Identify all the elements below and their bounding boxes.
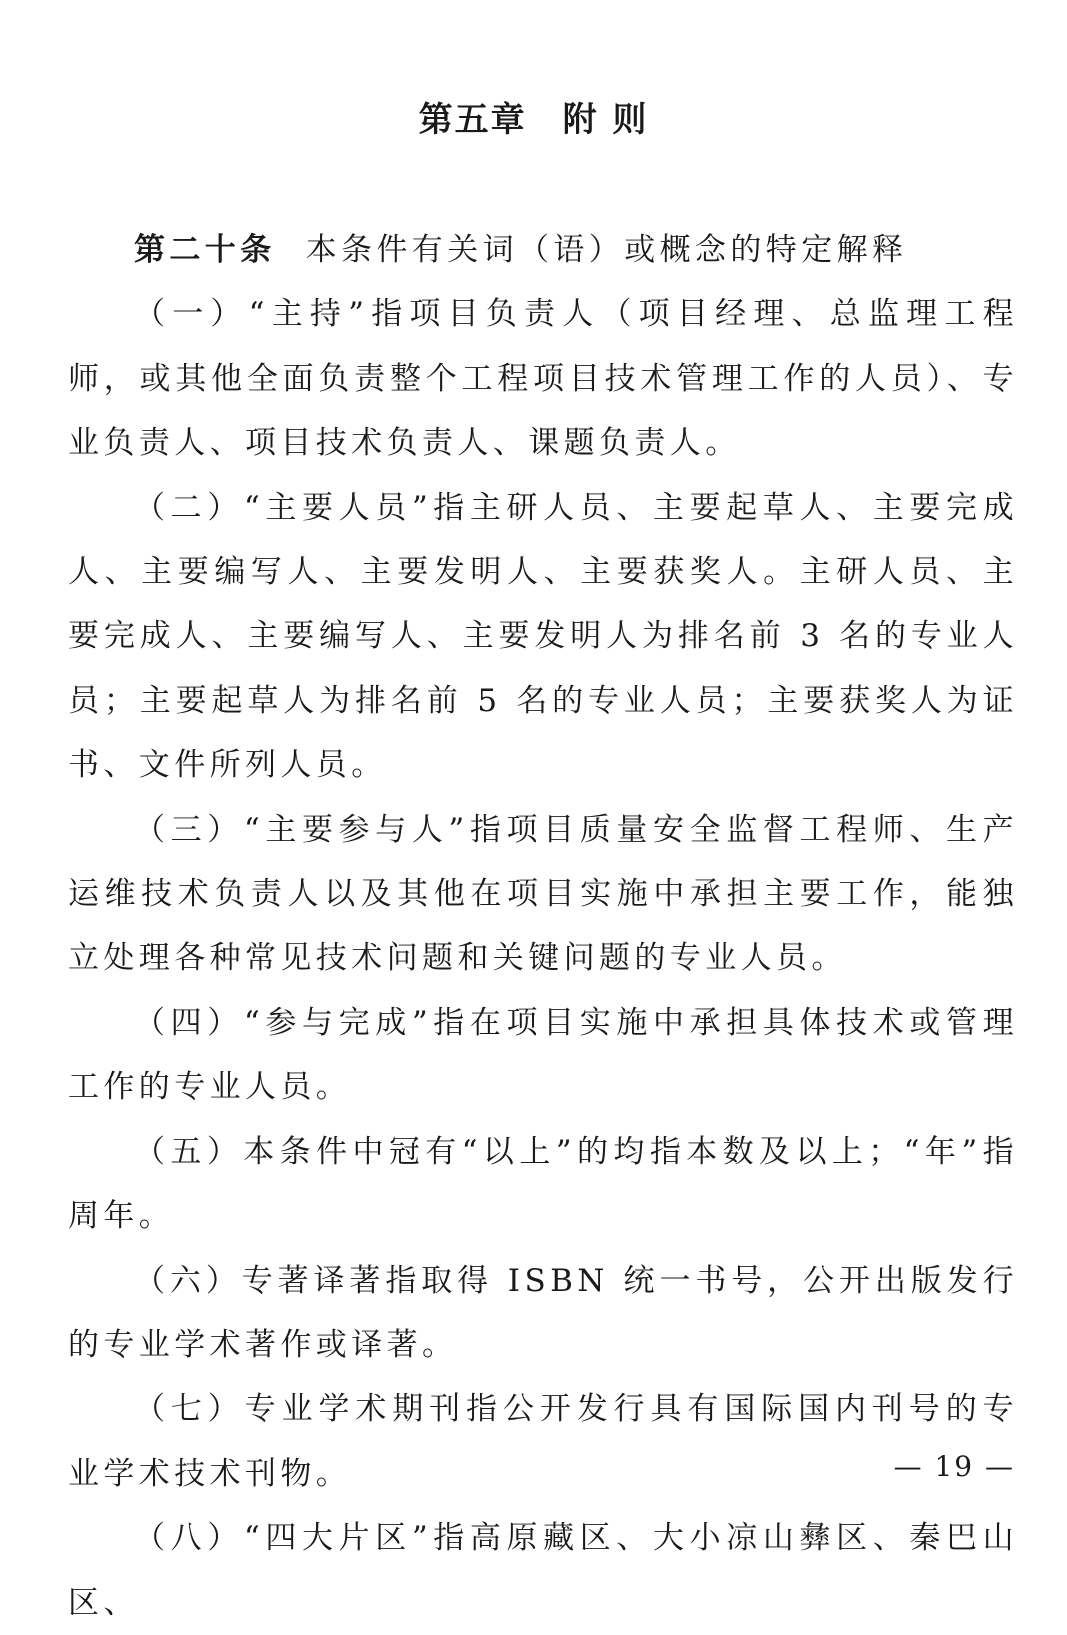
definition-item-8: （八）“四大片区”指高原藏区、大小凉山彝区、秦巴山区、 — [68, 1520, 1018, 1621]
chapter-title — [0, 92, 1067, 141]
article-number: 第二十条 — [134, 232, 276, 268]
definition-item-6: （六）专著译著指取得 ISBN 统一书号，公开出版发行的专业学术著作或译著。 — [68, 1262, 1018, 1363]
definition-item-2: （二）“主要人员”指主研人员、主要起草人、主要完成人、主要编写人、主要发明人、主要获奖人。主研人员、主要完成人、主要编写人、主要发明人为排名前 3 名的专业人员；主要起草人为排名前 5 名的专业人员；主要获奖人为证书、文件所列人员。 — [68, 489, 1018, 784]
definition-item-4: （四）“参与完成”指在项目实施中承担具体技术或管理工作的专业人员。 — [68, 1004, 1018, 1106]
page-number: — 19 — — [893, 1450, 1015, 1483]
definition-item-3: （三）“主要参与人”指项目质量安全监督工程师、生产运维技术负责人以及其他在项目实施中承担主要工作，能独立处理各种常见技术问题和关键问题的专业人员。 — [68, 811, 1018, 977]
definition-item-1: （一）“主持”指项目负责人（项目经理、总监理工程师，或其他全面负责整个工程项目技术管理工作的人员）、专业负责人、项目技术负责人、课题负责人。 — [68, 296, 1018, 462]
body-text — [68, 218, 1018, 1635]
article-title: 本条件有关词（语）或概念的特定解释 — [305, 232, 908, 268]
definition-item-5: （五）本条件中冠有“以上”的均指本数及以上；“年”指周年。 — [68, 1133, 1018, 1235]
article-heading — [68, 218, 1018, 282]
chapter-title-sub: 附 则 — [562, 100, 649, 140]
definition-item-7: （七）专业学术期刊指公开发行具有国际国内刊号的专业学术技术刊物。 — [68, 1391, 1018, 1492]
chapter-title-main: 第五章 — [418, 100, 527, 140]
